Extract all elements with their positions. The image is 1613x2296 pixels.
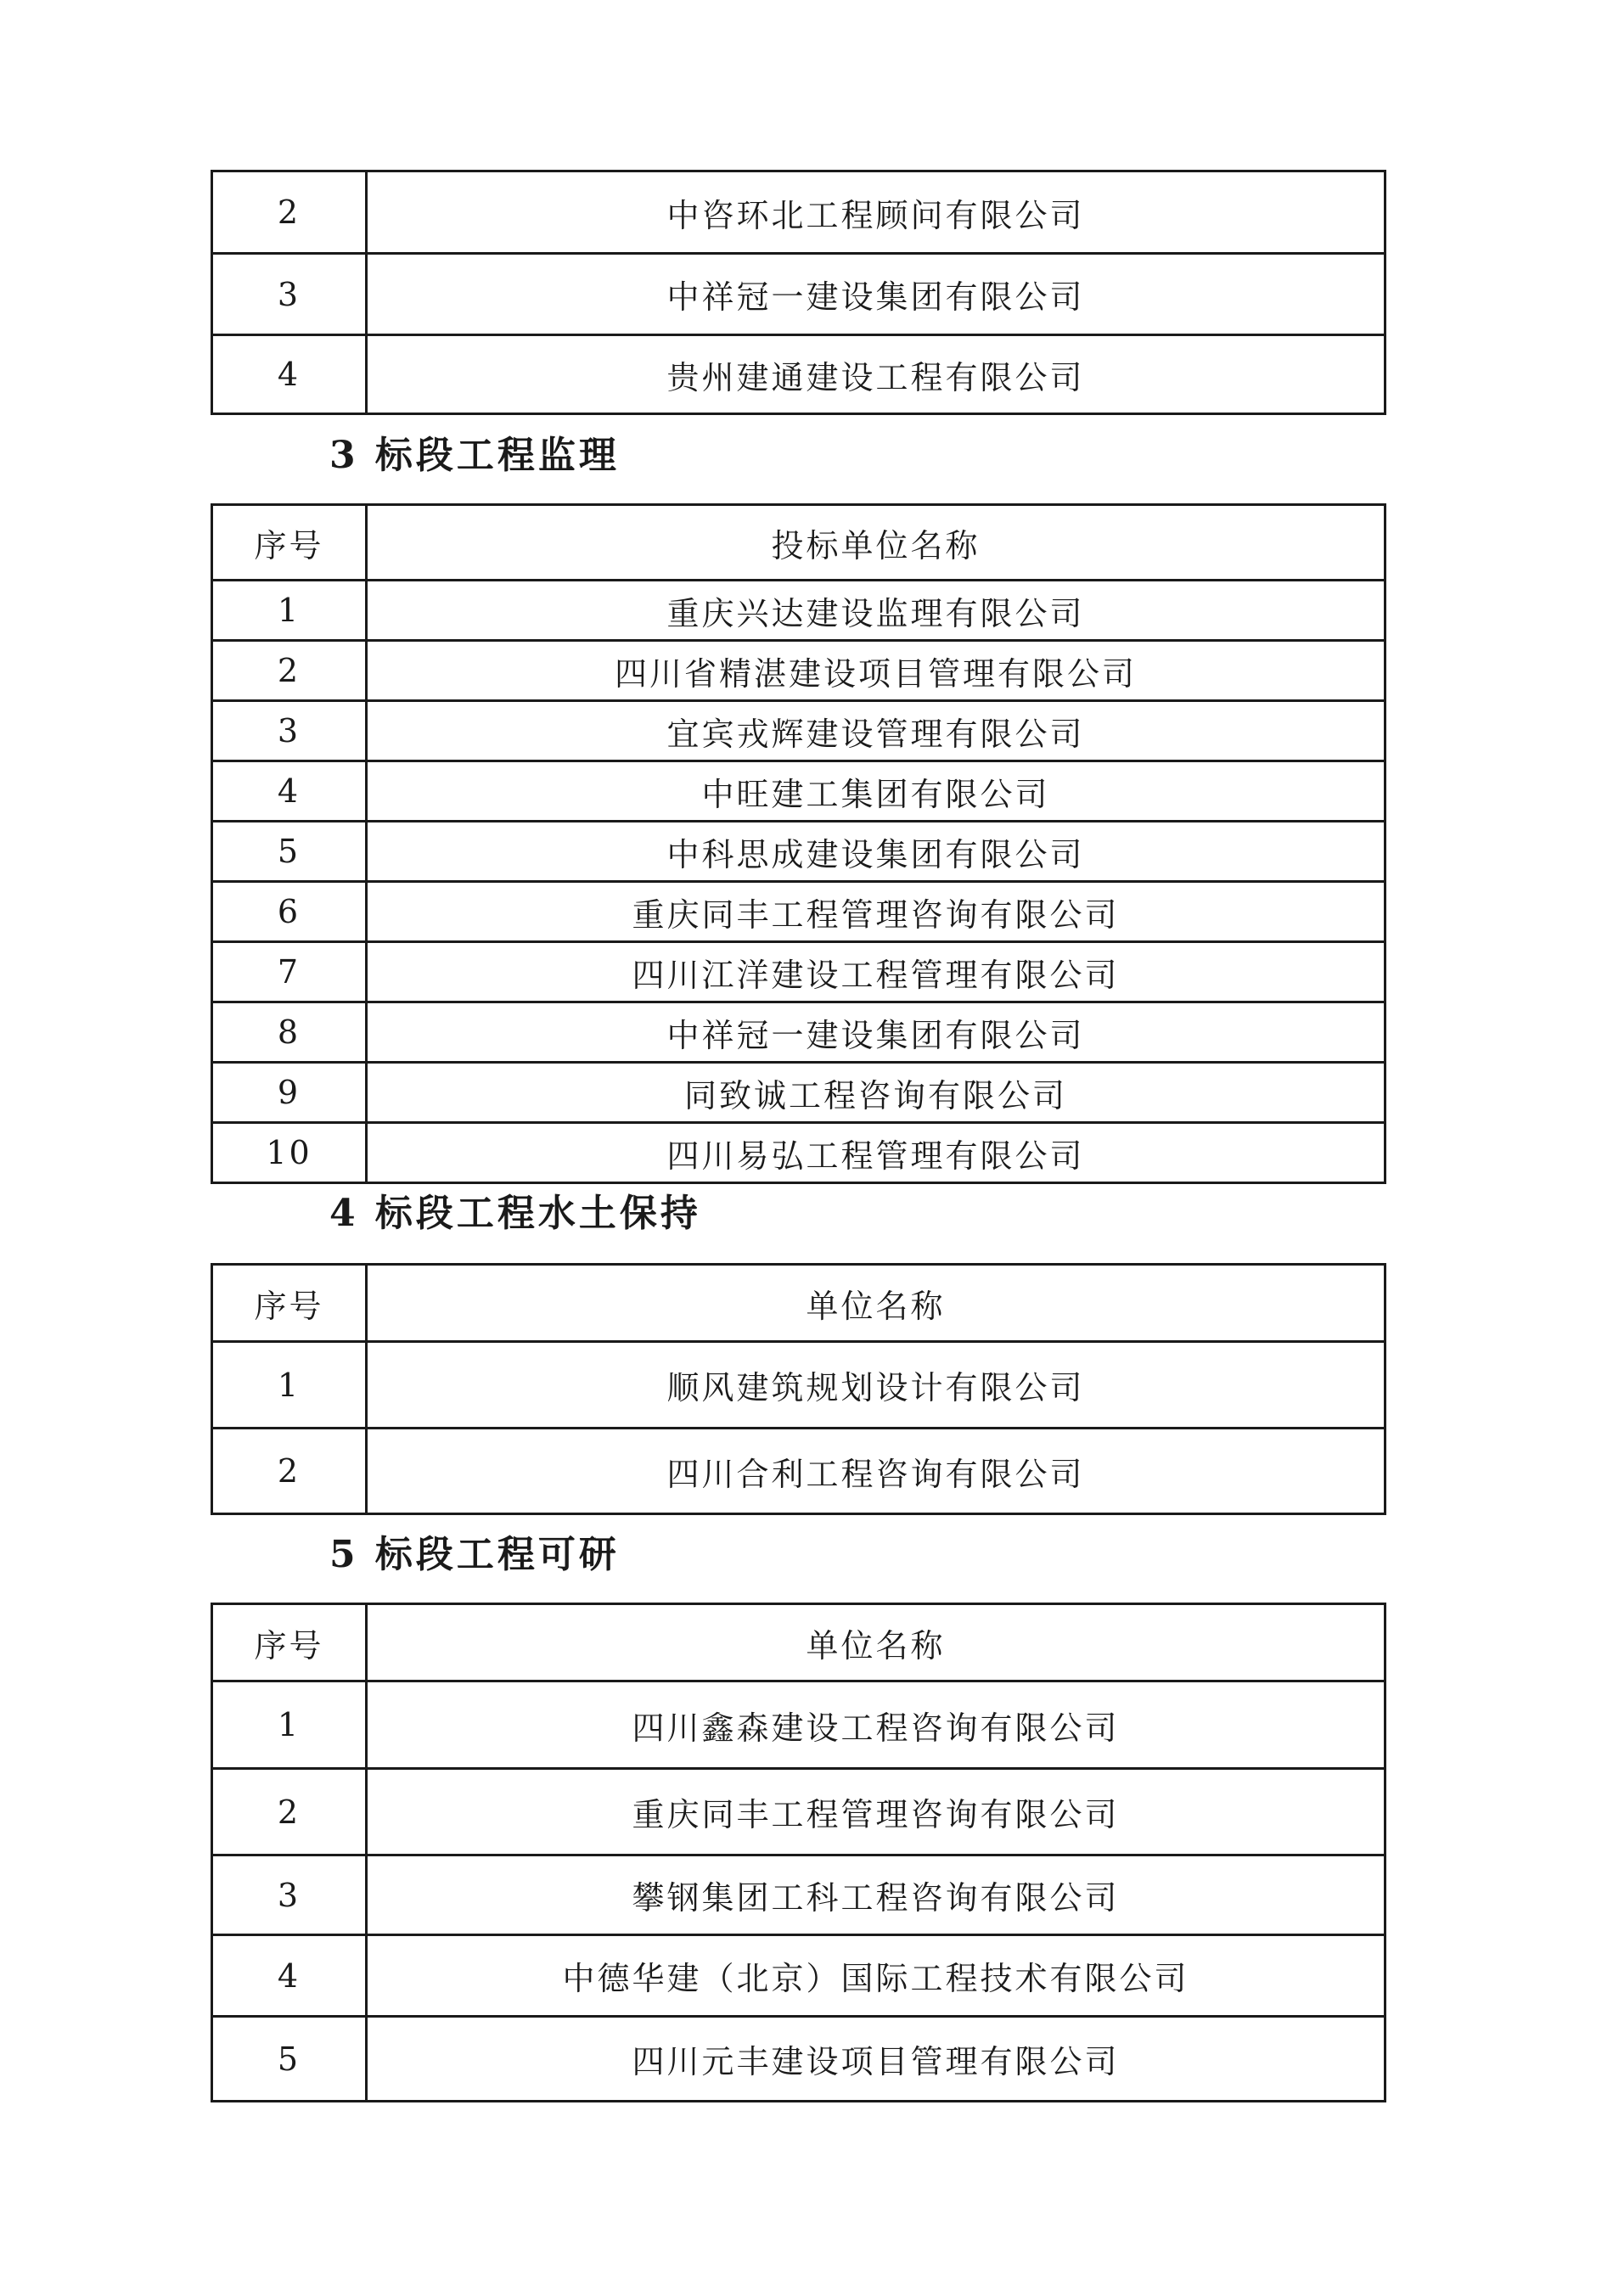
header-name: 投标单位名称 bbox=[367, 505, 1385, 581]
table-row bbox=[212, 2017, 1385, 2102]
header-name: 单位名称 bbox=[367, 1265, 1385, 1342]
row-number: 1 bbox=[212, 581, 367, 641]
company-name: 顺风建筑规划设计有限公司 bbox=[367, 1342, 1385, 1429]
company-name: 重庆同丰工程管理咨询有限公司 bbox=[367, 1769, 1385, 1855]
row-number: 2 bbox=[212, 641, 367, 701]
row-number: 5 bbox=[212, 2017, 367, 2102]
row-number: 2 bbox=[212, 1769, 367, 1855]
table-header-row bbox=[212, 505, 1385, 581]
table-header-row bbox=[212, 1265, 1385, 1342]
company-name: 中祥冠一建设集团有限公司 bbox=[367, 254, 1385, 335]
section3-title: 3 标段工程监理 bbox=[329, 434, 620, 477]
row-number: 3 bbox=[212, 701, 367, 761]
company-name: 四川鑫森建设工程咨询有限公司 bbox=[367, 1681, 1385, 1769]
company-name: 重庆同丰工程管理咨询有限公司 bbox=[367, 882, 1385, 942]
row-number: 7 bbox=[212, 942, 367, 1002]
row-number: 3 bbox=[212, 254, 367, 335]
company-name: 中科思成建设集团有限公司 bbox=[367, 822, 1385, 882]
company-name: 四川易弘工程管理有限公司 bbox=[367, 1123, 1385, 1183]
company-name: 中祥冠一建设集团有限公司 bbox=[367, 1002, 1385, 1063]
row-number: 1 bbox=[212, 1342, 367, 1429]
header-name: 单位名称 bbox=[367, 1604, 1385, 1681]
table-row bbox=[212, 1123, 1385, 1183]
table-row bbox=[212, 641, 1385, 701]
section3-table bbox=[211, 503, 1386, 1184]
table-row bbox=[212, 1855, 1385, 1935]
section5-table bbox=[211, 1603, 1386, 2102]
table-row bbox=[212, 335, 1385, 414]
table-row bbox=[212, 171, 1385, 254]
company-name: 中旺建工集团有限公司 bbox=[367, 761, 1385, 822]
table-row bbox=[212, 1935, 1385, 2017]
table-row bbox=[212, 942, 1385, 1002]
table-row bbox=[212, 1002, 1385, 1063]
row-number: 10 bbox=[212, 1123, 367, 1183]
row-number: 9 bbox=[212, 1063, 367, 1123]
table-header-row bbox=[212, 1604, 1385, 1681]
table-row bbox=[212, 822, 1385, 882]
header-number: 序号 bbox=[212, 1265, 367, 1342]
row-number: 3 bbox=[212, 1855, 367, 1935]
table-row bbox=[212, 1769, 1385, 1855]
company-name: 四川合利工程咨询有限公司 bbox=[367, 1429, 1385, 1514]
section2-table bbox=[211, 170, 1386, 415]
header-number: 序号 bbox=[212, 505, 367, 581]
row-number: 6 bbox=[212, 882, 367, 942]
table-row bbox=[212, 882, 1385, 942]
row-number: 1 bbox=[212, 1681, 367, 1769]
company-name: 同致诚工程咨询有限公司 bbox=[367, 1063, 1385, 1123]
header-number: 序号 bbox=[212, 1604, 367, 1681]
table-row bbox=[212, 1681, 1385, 1769]
row-number: 4 bbox=[212, 761, 367, 822]
company-name: 四川江洋建设工程管理有限公司 bbox=[367, 942, 1385, 1002]
table-row bbox=[212, 701, 1385, 761]
company-name: 中咨环北工程顾问有限公司 bbox=[367, 171, 1385, 254]
table-row bbox=[212, 1342, 1385, 1429]
row-number: 2 bbox=[212, 1429, 367, 1514]
table-row bbox=[212, 581, 1385, 641]
company-name: 中德华建（北京）国际工程技术有限公司 bbox=[367, 1935, 1385, 2017]
table-row bbox=[212, 761, 1385, 822]
company-name: 重庆兴达建设监理有限公司 bbox=[367, 581, 1385, 641]
company-name: 四川省精湛建设项目管理有限公司 bbox=[367, 641, 1385, 701]
section4-table bbox=[211, 1263, 1386, 1515]
row-number: 4 bbox=[212, 335, 367, 414]
company-name: 四川元丰建设项目管理有限公司 bbox=[367, 2017, 1385, 2102]
section4-title: 4 标段工程水土保持 bbox=[329, 1192, 701, 1235]
table-row bbox=[212, 1429, 1385, 1514]
company-name: 宜宾戎辉建设管理有限公司 bbox=[367, 701, 1385, 761]
company-name: 贵州建通建设工程有限公司 bbox=[367, 335, 1385, 414]
row-number: 4 bbox=[212, 1935, 367, 2017]
company-name: 攀钢集团工科工程咨询有限公司 bbox=[367, 1855, 1385, 1935]
table-row bbox=[212, 1063, 1385, 1123]
row-number: 5 bbox=[212, 822, 367, 882]
row-number: 8 bbox=[212, 1002, 367, 1063]
section5-title: 5 标段工程可研 bbox=[329, 1533, 620, 1576]
row-number: 2 bbox=[212, 171, 367, 254]
table-row bbox=[212, 254, 1385, 335]
